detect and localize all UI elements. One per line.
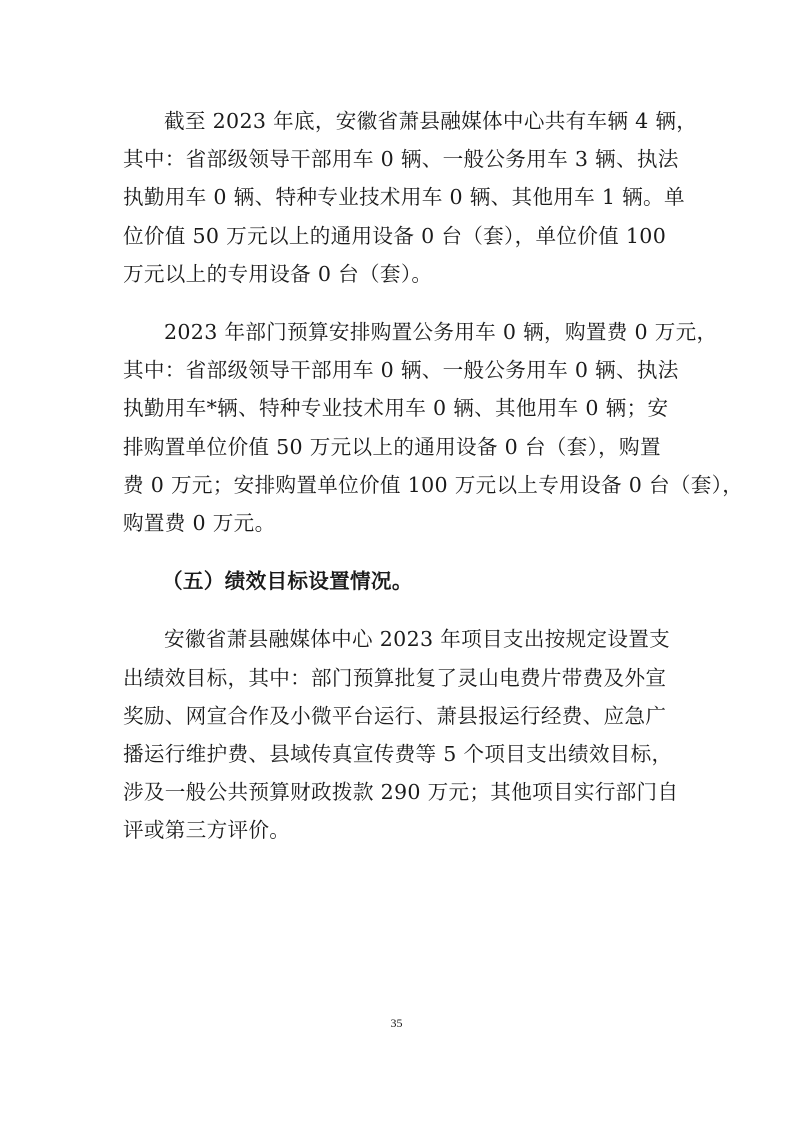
text-line: 奖励、网宣合作及小微平台运行、萧县报运行经费、应急广 [123,703,667,728]
paragraph-spacer [123,600,671,620]
page-body [123,102,744,850]
vehicle-holdings-paragraph [123,102,698,293]
text-line: 出绩效目标，其中：部门预算批复了灵山电费片带费及外宣 [123,665,667,690]
text-line: 执勤用车 0 辆、特种专业技术用车 0 辆、其他用车 1 辆。单 [123,185,685,210]
text-line: 评或第三方评价。 [123,818,291,843]
paragraph-spacer [123,293,671,313]
text-line: 费 0 万元；安排购置单位价值 100 万元以上专用设备 0 台（套）， [123,472,744,497]
text-line: 执勤用车*辆、特种专业技术用车 0 辆、其他用车 0 辆；安 [123,396,669,421]
text-line: 购置费 0 万元。 [123,511,276,536]
text-line: 2023 年部门预算安排购置公务用车 0 辆，购置费 0 万元， [164,320,718,345]
text-line: 安徽省萧县融媒体中心 2023 年项目支出按规定设置支 [164,627,671,652]
text-line: 排购置单位价值 50 万元以上的通用设备 0 台（套），购置 [123,434,661,459]
paragraph-spacer [123,542,671,562]
text-line: 涉及一般公共预算财政拨款 290 万元；其他项目实行部门自 [123,780,679,805]
text-line: 其中：省部级领导干部用车 0 辆、一般公务用车 0 辆、执法 [123,358,679,383]
text-line: 位价值 50 万元以上的通用设备 0 台（套），单位价值 100 [123,223,667,248]
page-number: 35 [390,1016,403,1030]
text-line: 万元以上的专用设备 0 台（套）。 [123,261,433,286]
performance-goals-paragraph [123,620,679,849]
section-heading: （五）绩效目标设置情况。 [162,569,413,594]
budget-purchase-paragraph [123,313,744,542]
text-line: 截至 2023 年底，安徽省萧县融媒体中心共有车辆 4 辆， [164,109,698,133]
text-line: 其中：省部级领导干部用车 0 辆、一般公务用车 3 辆、执法 [123,147,679,172]
text-line: 播运行维护费、县域传真宣传费等 5 个项目支出绩效目标， [123,742,673,767]
